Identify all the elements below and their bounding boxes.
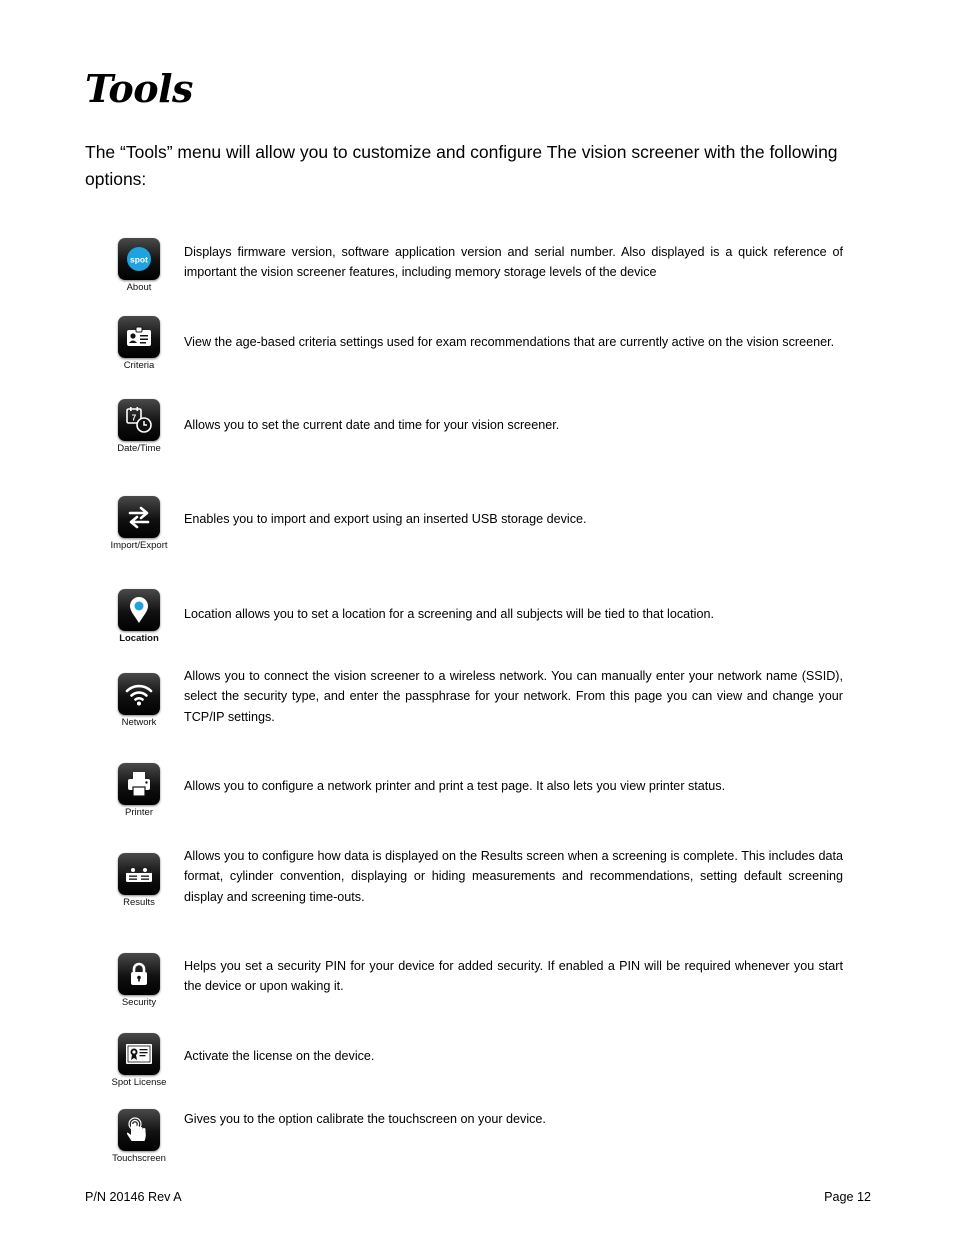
criteria-description: View the age-based criteria settings used for exam recommendations that are currently active on the vision screener. bbox=[184, 335, 835, 349]
location-description: Location allows you to set a location for a screening and all subjects will be tied to that location. bbox=[184, 607, 714, 621]
wifi-icon bbox=[118, 673, 160, 715]
footer-page-number: Page 12 bbox=[824, 1190, 871, 1204]
results-description: Allows you to configure how data is displayed on the Results screen when a screening is complete. This includes data format, cylinder convention, displaying or hiding measurements and recommendations, setting default screening display and screening time-outs. bbox=[184, 849, 843, 904]
criteria-label: Criteria bbox=[123, 360, 155, 371]
import-export-label: Import/Export bbox=[110, 540, 168, 551]
calendar-day-text: 7 bbox=[131, 413, 137, 423]
location-label: Location bbox=[119, 633, 159, 644]
network-label: Network bbox=[121, 717, 157, 728]
printer-description: Allows you to configure a network printer and print a test page. It also lets you view printer status. bbox=[184, 779, 726, 793]
about-label: About bbox=[126, 282, 152, 293]
footer-part-number: P/N 20146 Rev A bbox=[85, 1190, 182, 1204]
results-icon bbox=[118, 853, 160, 895]
date-time-description: Allows you to set the current date and time for your vision screener. bbox=[184, 418, 560, 432]
security-label: Security bbox=[121, 997, 157, 1008]
about-icon-text: spot bbox=[130, 254, 148, 265]
calendar-clock-icon bbox=[118, 399, 160, 441]
date-time-label: Date/Time bbox=[117, 443, 161, 454]
spot-license-description: Activate the license on the device. bbox=[184, 1049, 375, 1063]
import-export-arrows-icon bbox=[118, 496, 160, 538]
security-description: Helps you set a security PIN for your device for added security. If enabled a PIN will be required whenever you start the device or upon waking it. bbox=[184, 959, 843, 994]
network-description: Allows you to connect the vision screener to a wireless network. You can manually enter your network name (SSID), select the security type, and enter the passphrase for your network. From this page you can view and change your TCP/IP settings. bbox=[184, 669, 843, 724]
results-label: Results bbox=[123, 897, 155, 908]
lock-icon bbox=[118, 953, 160, 995]
license-certificate-icon bbox=[118, 1033, 160, 1075]
printer-label: Printer bbox=[125, 807, 153, 818]
criteria-icon bbox=[118, 316, 160, 358]
spot-license-label: Spot License bbox=[111, 1077, 167, 1088]
intro-paragraph: The “Tools” menu will allow you to customize and configure The vision screener with the following options: bbox=[85, 142, 838, 189]
printer-icon bbox=[118, 763, 160, 805]
touch-hand-icon bbox=[118, 1109, 160, 1151]
page-title: Tools bbox=[85, 66, 193, 111]
touchscreen-description: Gives you to the option calibrate the touchscreen on your device. bbox=[184, 1112, 546, 1126]
about-description: Displays firmware version, software application version and serial number. Also displayed is a quick reference of important the vision screener features, including memory storage levels of the device bbox=[184, 245, 843, 280]
touchscreen-label: Touchscreen bbox=[112, 1153, 166, 1164]
import-export-description: Enables you to import and export using an inserted USB storage device. bbox=[184, 512, 587, 526]
about-icon bbox=[118, 238, 160, 280]
location-pin-icon bbox=[118, 589, 160, 631]
